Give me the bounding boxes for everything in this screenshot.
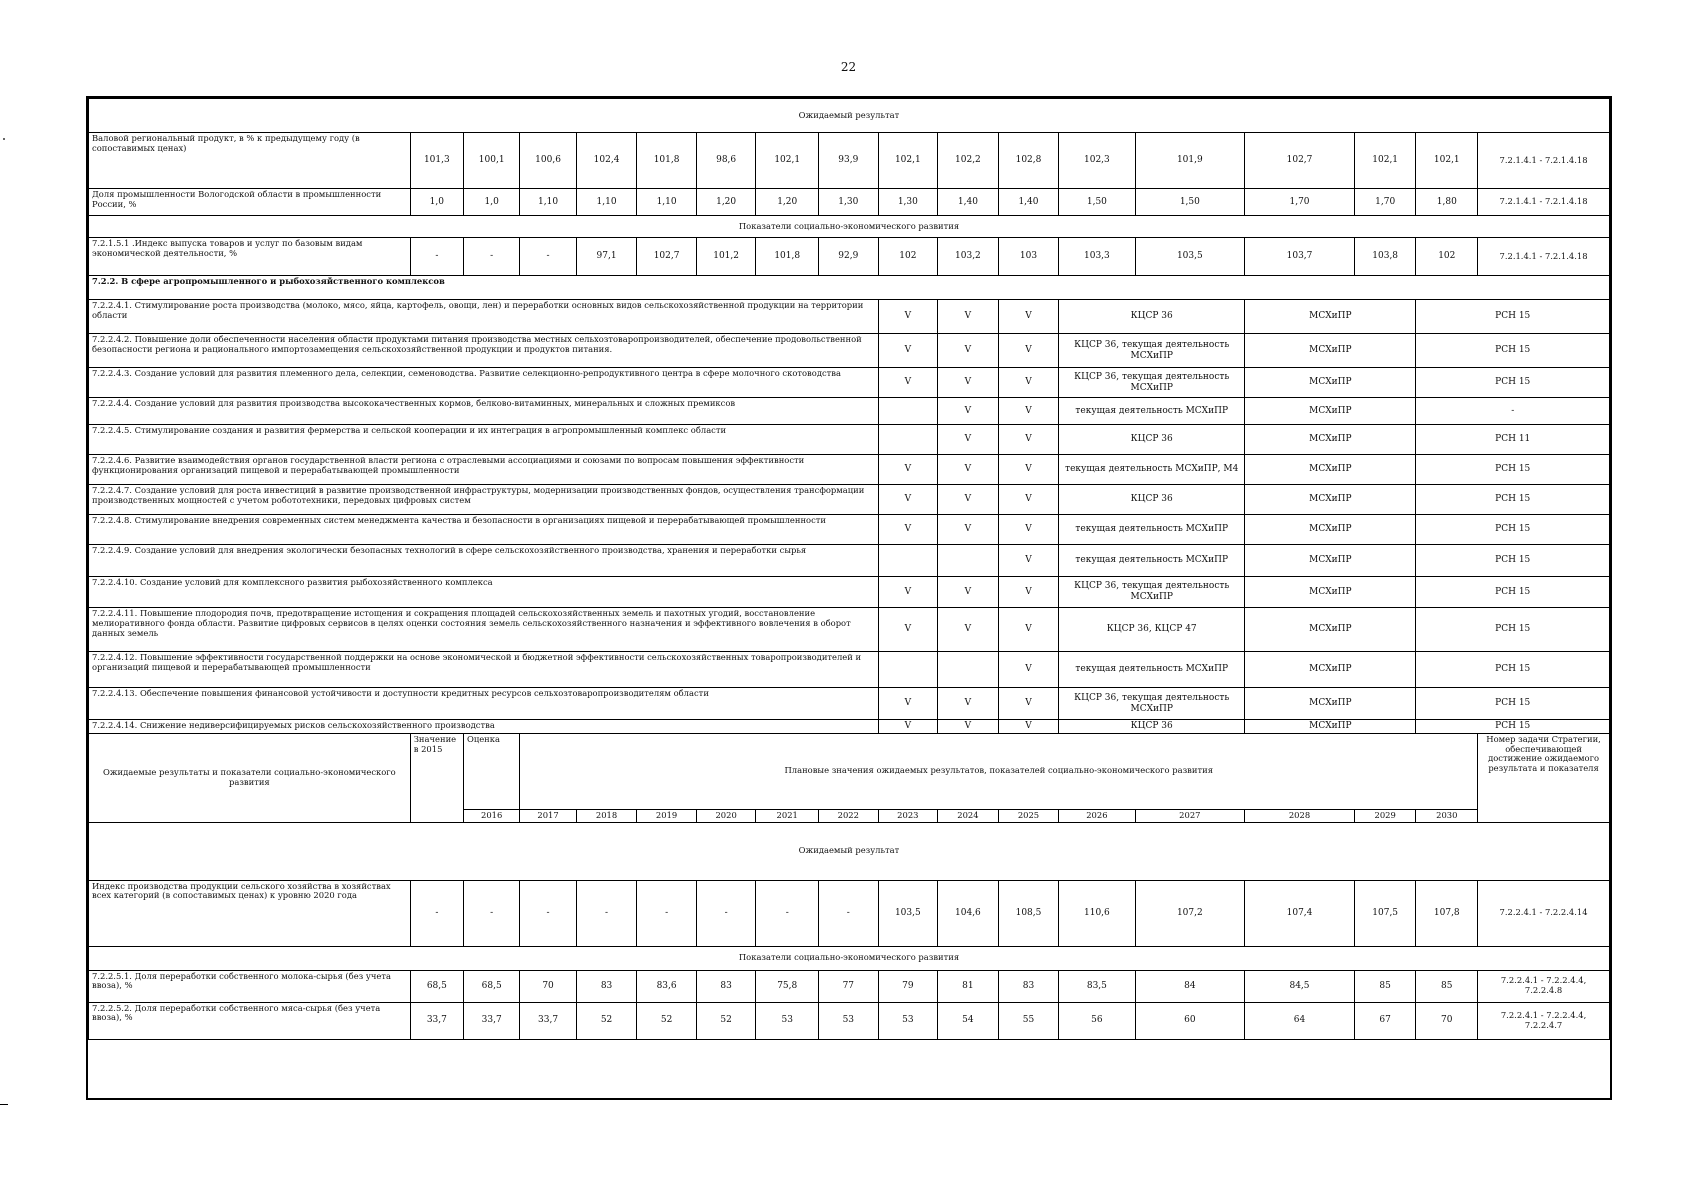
task-mark <box>878 652 938 688</box>
task-executor: МСХиПР <box>1245 608 1416 652</box>
task-mark <box>938 652 999 688</box>
task-document: - <box>1416 398 1610 425</box>
task-label: 7.2.2.4.14. Снижение недиверсифицируемых рисков сельскохозяйственного производства <box>89 720 879 734</box>
task-mark: V <box>878 720 938 734</box>
indicator-value: 103 <box>998 238 1059 276</box>
task-executor: МСХиПР <box>1245 300 1416 334</box>
task-document: РСН 15 <box>1416 688 1610 720</box>
scan-dot <box>3 138 5 140</box>
expected-result-header-text: Ожидаемый результат <box>89 99 1610 133</box>
indicator-value: 1,20 <box>756 189 819 216</box>
indicator-value: 56 <box>1059 1002 1135 1039</box>
year-label: 2022 <box>819 809 879 822</box>
task-row <box>89 485 1610 515</box>
task-mark: V <box>998 515 1059 545</box>
indicator-value: 103,5 <box>878 880 938 946</box>
task-row <box>89 577 1610 608</box>
task-label: 7.2.2.4.7. Создание условий для роста инвестиций в развитие производственной инфраструктуры, модернизации производственных фондов, осуществления трансформации производственных мощностей с учетом робототехники, передовых цифровых систем <box>89 485 879 515</box>
indicator-value: 102,1 <box>878 133 938 189</box>
indicator-value: 70 <box>520 970 576 1002</box>
task-row <box>89 545 1610 577</box>
industry-share-row <box>89 189 1610 216</box>
task-funding-source: КЦСР 36, текущая деятельность МСХиПР <box>1059 368 1245 398</box>
indicator-label: 7.2.2.5.2. Доля переработки собственного мяса-сырья (без учета ввоза), % <box>89 1002 411 1039</box>
task-executor: МСХиПР <box>1245 577 1416 608</box>
grp-row <box>89 133 1610 189</box>
task-document: РСН 15 <box>1416 485 1610 515</box>
indicator-value: 102 <box>1416 238 1478 276</box>
task-document: РСН 15 <box>1416 545 1610 577</box>
indicator-value: 1,20 <box>696 189 756 216</box>
task-label: 7.2.2.4.3. Создание условий для развития племенного дела, селекции, семеноводства. Развитие селекционно-репродуктивного центра в сфере молочного скотоводства <box>89 368 879 398</box>
indicator-value: 110,6 <box>1059 880 1135 946</box>
indicator-value: - <box>576 880 637 946</box>
indicator-value: - <box>819 880 879 946</box>
task-mark <box>878 398 938 425</box>
indicator-value: - <box>410 880 463 946</box>
indicator-value: 107,5 <box>1354 880 1416 946</box>
task-funding-source: КЦСР 36 <box>1059 425 1245 455</box>
indicator-value: 107,4 <box>1245 880 1355 946</box>
indicator-value: - <box>463 880 519 946</box>
indicator-value: 1,30 <box>819 189 879 216</box>
task-document: РСН 15 <box>1416 608 1610 652</box>
indicator-value: 67 <box>1354 1002 1416 1039</box>
indicator-value: 68,5 <box>463 970 519 1002</box>
task-label: 7.2.2.4.2. Повышение доли обеспеченности населения области продуктами питания производства местных сельхозтоваропроизводителей, обеспечение продовольственной безопасности региона и рационального импортозамещения сельскохозяйственной продукции и продуктов питания. <box>89 334 879 368</box>
task-mark: V <box>878 485 938 515</box>
year-label: 2019 <box>637 809 697 822</box>
task-mark: V <box>998 545 1059 577</box>
task-mark: V <box>938 720 999 734</box>
indicator-value: 53 <box>878 1002 938 1039</box>
section-title-text: 7.2.2. В сфере агропромышленного и рыбохозяйственного комплексов <box>89 276 1610 300</box>
indicator-value: 1,10 <box>576 189 637 216</box>
indicator-value: 84,5 <box>1245 970 1355 1002</box>
task-executor: МСХиПР <box>1245 334 1416 368</box>
indicator-value: 75,8 <box>756 970 819 1002</box>
header-value-2015: Значение в 2015 <box>410 733 463 822</box>
indicator-value: 92,9 <box>819 238 879 276</box>
indicators-header-2-text: Показатели социально-экономического развития <box>89 946 1610 970</box>
expected-result-header-2 <box>89 822 1610 880</box>
task-funding-source: КЦСР 36 <box>1059 720 1245 734</box>
task-mark: V <box>938 515 999 545</box>
agri-index-row <box>89 880 1610 946</box>
section-title <box>89 276 1610 300</box>
year-label: 2027 <box>1135 809 1245 822</box>
indicator-value: 103,3 <box>1059 238 1135 276</box>
task-executor: МСХиПР <box>1245 485 1416 515</box>
indicators-header-2 <box>89 946 1610 970</box>
indicator-value: - <box>463 238 519 276</box>
indicator-value: 1,30 <box>878 189 938 216</box>
indicator-value: - <box>520 880 576 946</box>
indicator-value: 52 <box>637 1002 697 1039</box>
task-mark: V <box>878 688 938 720</box>
task-row <box>89 608 1610 652</box>
indicator-value: 55 <box>998 1002 1059 1039</box>
indicator-value: 102 <box>878 238 938 276</box>
task-mark: V <box>998 688 1059 720</box>
task-mark: V <box>938 300 999 334</box>
header-task-number: Номер задачи Стратегии, обеспечивающей достижение ожидаемого результата и показателя <box>1478 733 1610 822</box>
task-code: 7.2.2.4.1 - 7.2.2.4.4, 7.2.2.4.8 <box>1478 970 1610 1002</box>
indicator-value: 54 <box>938 1002 999 1039</box>
indicator-value: 33,7 <box>463 1002 519 1039</box>
task-mark: V <box>998 608 1059 652</box>
task-executor: МСХиПР <box>1245 368 1416 398</box>
indicator-value: 100,1 <box>463 133 519 189</box>
year-label: 2021 <box>756 809 819 822</box>
indicator-value: - <box>696 880 756 946</box>
task-row <box>89 720 1610 734</box>
indicator-value: - <box>756 880 819 946</box>
task-document: РСН 15 <box>1416 455 1610 485</box>
indicator-value: 81 <box>938 970 999 1002</box>
indicator-value: 102,1 <box>1416 133 1478 189</box>
task-executor: МСХиПР <box>1245 720 1416 734</box>
task-mark: V <box>878 368 938 398</box>
task-row <box>89 300 1610 334</box>
task-mark: V <box>998 398 1059 425</box>
indicator-value: 102,1 <box>756 133 819 189</box>
indicator-value: 102,7 <box>1245 133 1355 189</box>
task-row <box>89 688 1610 720</box>
task-funding-source: КЦСР 36, текущая деятельность МСХиПР <box>1059 334 1245 368</box>
indicator-value: 101,8 <box>756 238 819 276</box>
indicator-value: 101,2 <box>696 238 756 276</box>
year-label: 2028 <box>1245 809 1355 822</box>
task-label: 7.2.2.4.11. Повышение плодородия почв, предотвращение истощения и сокращения площадей сельскохозяйственных земель и пахотных угодий, восстановление мелиоративного фонда области. Развитие цифровых сервисов в целях оценки состояния земель сельскохозяйственного назначения и эффективного вовлечения в оборот данных земель <box>89 608 879 652</box>
task-mark: V <box>998 425 1059 455</box>
task-label: 7.2.2.4.4. Создание условий для развития производства высококачественных кормов, белково-витаминных, минеральных и сложных премиксов <box>89 398 879 425</box>
task-executor: МСХиПР <box>1245 652 1416 688</box>
task-mark: V <box>938 608 999 652</box>
indicator-value: 103,2 <box>938 238 999 276</box>
task-mark: V <box>998 455 1059 485</box>
indicator-value: 1,70 <box>1245 189 1355 216</box>
page-number: 22 <box>840 60 857 74</box>
task-executor: МСХиПР <box>1245 515 1416 545</box>
indicator-value: 103,5 <box>1135 238 1245 276</box>
indicator-value: 1,0 <box>463 189 519 216</box>
year-label: 2026 <box>1059 809 1135 822</box>
strategy-table <box>88 98 1610 1040</box>
indicator-value: - <box>637 880 697 946</box>
indicator-value: 1,40 <box>938 189 999 216</box>
task-funding-source: текущая деятельность МСХиПР <box>1059 652 1245 688</box>
task-label: 7.2.2.4.1. Стимулирование роста производства (молоко, мясо, яйца, картофель, овощи, лен) и переработки основных видов сельскохозяйственной продукции на территории области <box>89 300 879 334</box>
year-label: 2018 <box>576 809 637 822</box>
indicator-value: 84 <box>1135 970 1245 1002</box>
indicator-value: 1,70 <box>1354 189 1416 216</box>
task-code: 7.2.1.4.1 - 7.2.1.4.18 <box>1478 189 1610 216</box>
task-label: 7.2.2.4.9. Создание условий для внедрения экологически безопасных технологий в сфере сельскохозяйственного производства, хранения и переработки сырья <box>89 545 879 577</box>
task-label: 7.2.2.4.13. Обеспечение повышения финансовой устойчивости и доступности кредитных ресурсов сельхозтоваропроизводителям области <box>89 688 879 720</box>
task-mark: V <box>998 577 1059 608</box>
indicator-label: Индекс производства продукции сельского хозяйства в хозяйствах всех категорий (в сопоставимых ценах) к уровню 2020 года <box>89 880 411 946</box>
task-mark: V <box>938 455 999 485</box>
indicator-value: 83,5 <box>1059 970 1135 1002</box>
task-mark: V <box>998 652 1059 688</box>
indicator-label: 7.2.2.5.1. Доля переработки собственного молока-сырья (без учета ввоза), % <box>89 970 411 1002</box>
task-label: 7.2.2.4.12. Повышение эффективности государственной поддержки на основе экономической и бюджетной эффективности сельскохозяйственных товаропроизводителей и организаций пищевой и перерабатывающей промышленности <box>89 652 879 688</box>
indicator-value: 103,8 <box>1354 238 1416 276</box>
year-label: 2030 <box>1416 809 1478 822</box>
task-row <box>89 398 1610 425</box>
task-funding-source: КЦСР 36, текущая деятельность МСХиПР <box>1059 688 1245 720</box>
indicator-value: 83 <box>998 970 1059 1002</box>
task-mark: V <box>938 398 999 425</box>
indicator-value: 1,10 <box>637 189 697 216</box>
scan-margin-mark <box>0 1104 8 1105</box>
task-document: РСН 15 <box>1416 515 1610 545</box>
task-executor: МСХиПР <box>1245 425 1416 455</box>
task-row <box>89 455 1610 485</box>
indicator-value: 107,8 <box>1416 880 1478 946</box>
task-row <box>89 425 1610 455</box>
output-index-row <box>89 238 1610 276</box>
indicator-value: 102,1 <box>1354 133 1416 189</box>
year-label: 2024 <box>938 809 999 822</box>
year-label: 2023 <box>878 809 938 822</box>
task-executor: МСХиПР <box>1245 398 1416 425</box>
header-estimate: Оценка <box>463 733 519 809</box>
task-row <box>89 652 1610 688</box>
task-funding-source: текущая деятельность МСХиПР <box>1059 545 1245 577</box>
task-funding-source: текущая деятельность МСХиПР, М4 <box>1059 455 1245 485</box>
year-label: 2016 <box>463 809 519 822</box>
indicator-value: 85 <box>1354 970 1416 1002</box>
meat-processing-row <box>89 1002 1610 1039</box>
indicator-value: 52 <box>576 1002 637 1039</box>
indicator-value: 83 <box>576 970 637 1002</box>
task-row <box>89 515 1610 545</box>
indicator-label: Доля промышленности Вологодской области в промышленности России, % <box>89 189 411 216</box>
indicator-value: 102,8 <box>998 133 1059 189</box>
indicator-value: 101,8 <box>637 133 697 189</box>
indicator-value: 83,6 <box>637 970 697 1002</box>
task-document: РСН 15 <box>1416 300 1610 334</box>
task-funding-source: текущая деятельность МСХиПР <box>1059 515 1245 545</box>
year-label: 2025 <box>998 809 1059 822</box>
year-label: 2017 <box>520 809 576 822</box>
task-mark <box>878 545 938 577</box>
task-label: 7.2.2.4.6. Развитие взаимодействия органов государственной власти региона с отраслевыми ассоциациями и союзами по вопросам повышения эффективности функционирования организаций пищевой и перерабатывающей промышленности <box>89 455 879 485</box>
indicator-value: 103,7 <box>1245 238 1355 276</box>
indicator-value: 60 <box>1135 1002 1245 1039</box>
task-funding-source: КЦСР 36, КЦСР 47 <box>1059 608 1245 652</box>
indicator-value: 83 <box>696 970 756 1002</box>
indicator-value: 1,50 <box>1135 189 1245 216</box>
indicator-value: 98,6 <box>696 133 756 189</box>
indicator-value: 1,10 <box>520 189 576 216</box>
task-mark: V <box>998 485 1059 515</box>
task-document: РСН 15 <box>1416 334 1610 368</box>
indicator-value: 33,7 <box>410 1002 463 1039</box>
task-mark: V <box>998 720 1059 734</box>
task-mark: V <box>998 368 1059 398</box>
indicator-value: 64 <box>1245 1002 1355 1039</box>
task-code: 7.2.1.4.1 - 7.2.1.4.18 <box>1478 238 1610 276</box>
header-expected-results: Ожидаемые результаты и показатели социально-экономического развития <box>89 733 411 822</box>
task-code: 7.2.2.4.1 - 7.2.2.4.14 <box>1478 880 1610 946</box>
indicator-value: 53 <box>756 1002 819 1039</box>
task-label: 7.2.2.4.8. Стимулирование внедрения современных систем менеджмента качества и безопасности в организациях пищевой и перерабатывающей промышленности <box>89 515 879 545</box>
year-label: 2029 <box>1354 809 1416 822</box>
task-mark: V <box>938 577 999 608</box>
task-document: РСН 15 <box>1416 577 1610 608</box>
indicator-value: 108,5 <box>998 880 1059 946</box>
task-mark: V <box>878 300 938 334</box>
task-mark: V <box>938 368 999 398</box>
indicators-header-text: Показатели социально-экономического развития <box>89 216 1610 238</box>
task-mark: V <box>878 515 938 545</box>
year-label: 2020 <box>696 809 756 822</box>
indicator-value: 97,1 <box>576 238 637 276</box>
task-executor: МСХиПР <box>1245 688 1416 720</box>
task-mark: V <box>998 334 1059 368</box>
indicator-value: 68,5 <box>410 970 463 1002</box>
task-mark: V <box>998 300 1059 334</box>
indicator-value: 33,7 <box>520 1002 576 1039</box>
header-planned-values: Плановые значения ожидаемых результатов, показателей социально-экономического развития <box>520 733 1478 809</box>
task-document: РСН 11 <box>1416 425 1610 455</box>
indicator-value: 70 <box>1416 1002 1478 1039</box>
task-mark: V <box>878 608 938 652</box>
task-document: РСН 15 <box>1416 720 1610 734</box>
task-mark <box>878 425 938 455</box>
milk-processing-row <box>89 970 1610 1002</box>
indicator-value: 93,9 <box>819 133 879 189</box>
indicator-value: 100,6 <box>520 133 576 189</box>
indicator-value: 102,7 <box>637 238 697 276</box>
indicator-value: 1,0 <box>410 189 463 216</box>
indicator-value: 77 <box>819 970 879 1002</box>
repeated-header-row <box>89 733 1610 809</box>
indicator-value: 102,2 <box>938 133 999 189</box>
strategy-table-wrapper <box>88 98 1610 1040</box>
indicator-value: - <box>410 238 463 276</box>
task-mark: V <box>938 485 999 515</box>
task-executor: МСХиПР <box>1245 455 1416 485</box>
indicator-value: 101,9 <box>1135 133 1245 189</box>
indicator-value: 79 <box>878 970 938 1002</box>
indicator-value: 107,2 <box>1135 880 1245 946</box>
task-mark: V <box>878 455 938 485</box>
indicator-value: 53 <box>819 1002 879 1039</box>
task-code: 7.2.1.4.1 - 7.2.1.4.18 <box>1478 133 1610 189</box>
indicator-value: 102,3 <box>1059 133 1135 189</box>
task-funding-source: КЦСР 36, текущая деятельность МСХиПР <box>1059 577 1245 608</box>
task-executor: МСХиПР <box>1245 545 1416 577</box>
indicator-value: 52 <box>696 1002 756 1039</box>
indicator-value: 102,4 <box>576 133 637 189</box>
indicator-value: 104,6 <box>938 880 999 946</box>
indicator-value: 101,3 <box>410 133 463 189</box>
task-label: 7.2.2.4.10. Создание условий для комплексного развития рыбохозяйственного комплекса <box>89 577 879 608</box>
task-mark: V <box>878 577 938 608</box>
expected-result-header-2-text: Ожидаемый результат <box>89 822 1610 880</box>
task-funding-source: КЦСР 36 <box>1059 300 1245 334</box>
indicator-label: Валовой региональный продукт, в % к предыдущему году (в сопоставимых ценах) <box>89 133 411 189</box>
task-funding-source: КЦСР 36 <box>1059 485 1245 515</box>
task-mark: V <box>938 334 999 368</box>
expected-result-header <box>89 99 1610 133</box>
indicator-label: 7.2.1.5.1 .Индекс выпуска товаров и услуг по базовым видам экономической деятельности, % <box>89 238 411 276</box>
indicator-value: - <box>520 238 576 276</box>
task-document: РСН 15 <box>1416 368 1610 398</box>
task-mark <box>938 545 999 577</box>
indicator-value: 1,50 <box>1059 189 1135 216</box>
task-document: РСН 15 <box>1416 652 1610 688</box>
task-mark: V <box>878 334 938 368</box>
indicator-value: 1,80 <box>1416 189 1478 216</box>
task-mark: V <box>938 688 999 720</box>
task-label: 7.2.2.4.5. Стимулирование создания и развития фермерства и сельской кооперации и их интеграция в агропромышленный комплекс области <box>89 425 879 455</box>
task-row <box>89 334 1610 368</box>
task-code: 7.2.2.4.1 - 7.2.2.4.4, 7.2.2.4.7 <box>1478 1002 1610 1039</box>
task-row <box>89 368 1610 398</box>
indicator-value: 1,40 <box>998 189 1059 216</box>
indicator-value: 85 <box>1416 970 1478 1002</box>
task-mark: V <box>938 425 999 455</box>
indicators-header <box>89 216 1610 238</box>
task-funding-source: текущая деятельность МСХиПР <box>1059 398 1245 425</box>
